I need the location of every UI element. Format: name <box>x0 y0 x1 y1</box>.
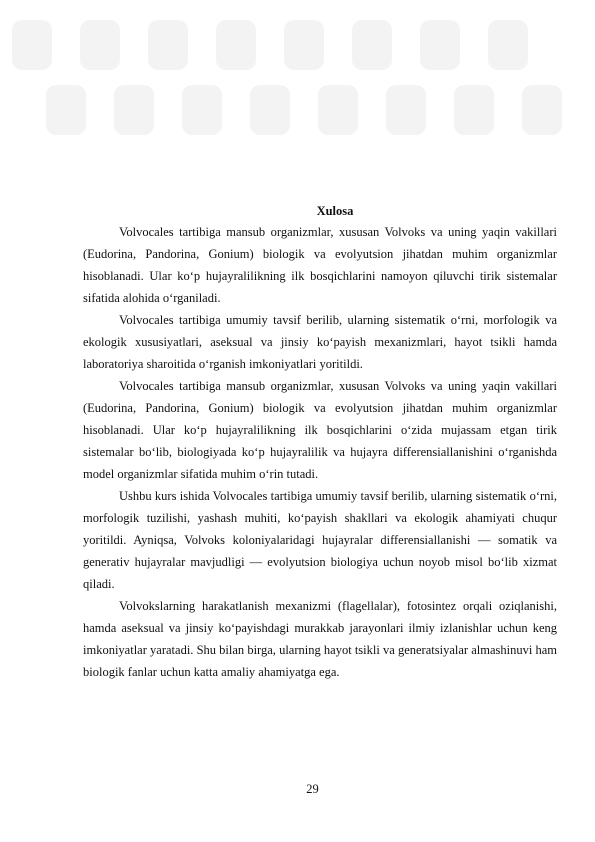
paragraph-1: Volvocales tartibiga mansub organizmlar, xususan Volvoks va uning yaqin vakillari (Eudorina, Pandorina, Gonium) biologik va evolyutsion jihatdan muhim organizmlar hisoblanadi. Ular ko‘p hujayralilikning ilk bosqichlarini namoyon qiluvchi tirik sistemalar sifatida alohida o‘rganiladi. <box>83 225 557 305</box>
paragraph-3: Volvocales tartibiga mansub organizmlar, xususan Volvoks va uning yaqin vakillari (Eudorina, Pandorina, Gonium) biologik va evolyutsion jihatdan muhim organizmlar hisoblanadi. Ular ko‘p hujayralilikning ilk bosqichlarini o‘zida mujassam etgan tirik sistemalar bo‘lib, biologiyada ko‘p hujayralilik va hujayra differensiallanishini o‘rganishda model organizmlar sifatida muhim o‘rin tutadi. <box>83 379 557 481</box>
paragraph-4: Ushbu kurs ishida Volvocales tartibiga umumiy tavsif berilib, ularning sistematik o‘rni, morfologik tuzilishi, yashash muhiti, ko‘payish shakllari va ekologik ahamiyati chuqur yoritildi. Ayniqsa, Volvoks koloniyalaridagi hujayralar differensiallanishi — somatik va generativ hujayralar mavjudligi — evolyutsion biologiya uchun noyob misol bo‘lib xizmat qiladi. <box>83 489 557 591</box>
paragraph-5: Volvokslarning harakatlanish mexanizmi (flagellalar), fotosintez orqali oziqlanishi, hamda aseksual va jinsiy ko‘payishdagi murakkab jarayonlari ilmiy izlanishlar uchun keng imkoniyatlar yaratadi. Shu bilan birga, ularning hayot tsikli va generatsiyalar almashinuvi ham biologik fanlar uchun katta amaliy ahamiyatga ega. <box>83 599 557 679</box>
paragraph-2: Volvocales tartibiga umumiy tavsif berilib, ularning sistematik o‘rni, morfologik va ekologik xususiyatlari, aseksual va jinsiy ko‘payish mexanizmlari, hayot tsikli hamda laboratoriya sharoitida o‘rganish imkoniyatlari yoritildi. <box>83 313 557 371</box>
document-body <box>83 201 557 683</box>
page-number: 29 <box>306 782 319 796</box>
watermark-pattern <box>0 0 595 150</box>
section-title: Xulosa <box>316 204 354 218</box>
